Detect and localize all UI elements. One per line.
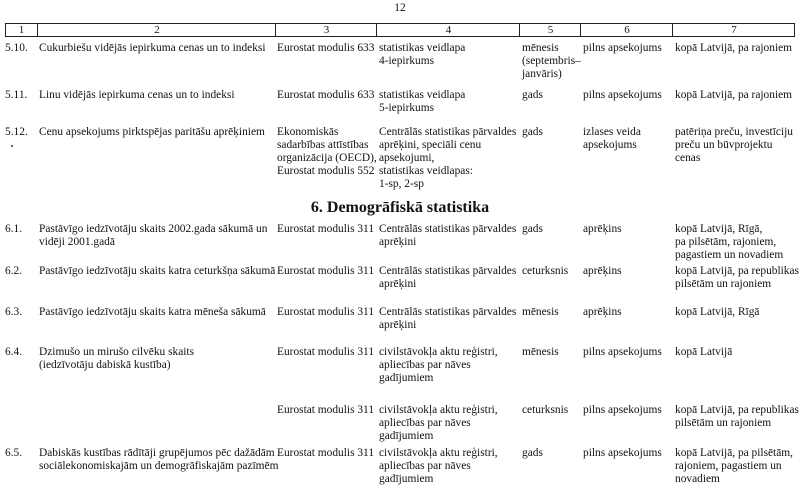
- breakdown-line: novadiem: [675, 473, 720, 485]
- row-number: 6.1.: [5, 223, 23, 235]
- indicator-name-line: vidēji 2001.gadā: [39, 236, 115, 248]
- methodology-source: [277, 306, 374, 319]
- header-cell-2: 2: [37, 24, 276, 36]
- data-source: [379, 265, 516, 291]
- periodicity-line: gads: [522, 447, 543, 459]
- survey-type: [583, 223, 622, 236]
- periodicity-line: gads: [522, 89, 543, 101]
- periodicity-line: mēnesis: [522, 306, 559, 318]
- row-number: 6.5.: [5, 447, 23, 459]
- methodology-source-line: Eurostat modulis 552: [277, 165, 375, 177]
- row-number: 6.4.: [5, 346, 23, 358]
- indicator-name-line: Pastāvīgo iedzīvotāju skaits katra mēneša sākumā: [39, 306, 266, 318]
- methodology-source: [277, 346, 374, 359]
- data-source-line: aprēķini, speciāli cenu: [379, 139, 482, 151]
- data-source-line: statistikas veidlapa: [379, 42, 466, 54]
- breakdown-line: kopā Latvijā, pa pilsētām,: [675, 447, 793, 459]
- periodicity-line: ceturksnis: [522, 404, 569, 416]
- data-source-line: 4-iepirkums: [379, 55, 435, 67]
- data-source-line: Centrālās statistikas pārvaldes: [379, 306, 517, 318]
- periodicity: [522, 42, 581, 81]
- indicator-name: [39, 306, 266, 319]
- data-source-line: aprēķini: [379, 278, 417, 290]
- data-source-line: 1-sp, 2-sp: [379, 178, 424, 190]
- periodicity: [522, 404, 568, 417]
- breakdown-line: kopā Latvijā, pa rajoniem: [675, 89, 793, 101]
- breakdown-line: kopā Latvijā, Rīgā,: [675, 223, 763, 235]
- data-source: [379, 447, 498, 486]
- row-number: 6.3.: [5, 306, 23, 318]
- survey-type-line: aprēķins: [583, 265, 622, 277]
- survey-type-line: pilns apsekojums: [583, 346, 662, 358]
- breakdown: [675, 223, 783, 262]
- data-source-line: Centrālās statistikas pārvaldes: [379, 223, 517, 235]
- indicator-name-line: Dzimušo un mirušo cilvēku skaits: [39, 346, 195, 358]
- breakdown-line: patēriņa preču, investīciju: [675, 126, 793, 138]
- methodology-source-line: Eurostat modulis 311: [277, 404, 375, 416]
- data-source: [379, 42, 465, 68]
- indicator-name-line: sociālekonomiskajām un demogrāfiskajām pazīmēm: [39, 460, 279, 472]
- methodology-source-line: Eurostat modulis 633: [277, 89, 375, 101]
- survey-type: [583, 306, 622, 319]
- methodology-source-line: Eurostat modulis 311: [277, 265, 375, 277]
- survey-type-line: apsekojums: [583, 139, 637, 151]
- indicator-name: [39, 265, 275, 278]
- header-cell-7: 7: [672, 24, 795, 36]
- breakdown: [675, 126, 793, 165]
- breakdown-line: kopā Latvijā, pa rajoniem: [675, 42, 793, 54]
- methodology-source-line: Eurostat modulis 311: [277, 223, 375, 235]
- survey-type: [583, 126, 641, 152]
- data-source: [379, 346, 498, 385]
- periodicity-line: gads: [522, 223, 543, 235]
- breakdown: [675, 89, 792, 102]
- methodology-source-line: sadarbības attīstības: [277, 139, 369, 151]
- survey-type: [583, 42, 662, 55]
- methodology-source: [277, 447, 374, 460]
- breakdown-line: pa pilsētām, rajoniem,: [675, 236, 777, 248]
- indicator-name: [39, 126, 265, 139]
- periodicity: [522, 306, 559, 319]
- header-cell-6: 6: [580, 24, 673, 36]
- survey-type-line: pilns apsekojums: [583, 42, 662, 54]
- row-number: 5.10.: [5, 42, 28, 54]
- header-cell-3: 3: [275, 24, 377, 36]
- indicator-name-line: Pastāvīgo iedzīvotāju skaits 2002.gada sākumā un: [39, 223, 268, 235]
- indicator-name-line: (iedzīvotāju dabiskā kustība): [39, 359, 171, 371]
- methodology-source: [277, 89, 374, 102]
- table-header-row: [5, 23, 795, 37]
- breakdown-line: kopā Latvijā, Rīgā: [675, 306, 760, 318]
- periodicity-line: gads: [522, 126, 543, 138]
- breakdown-line: kopā Latvijā, pa republikas: [675, 404, 799, 416]
- breakdown-line: kopā Latvijā, pa republikas: [675, 265, 799, 277]
- breakdown: [675, 404, 799, 430]
- methodology-source: [277, 265, 374, 278]
- breakdown-line: cenas: [675, 152, 701, 164]
- breakdown-line: kopā Latvijā: [675, 346, 733, 358]
- data-source-line: gadījumiem: [379, 430, 434, 442]
- periodicity: [522, 89, 543, 102]
- indicator-name-line: Cukurbiešu vidējās iepirkuma cenas un to indeksi: [39, 42, 266, 54]
- breakdown-line: pilsētām un rajoniem: [675, 417, 772, 429]
- survey-type: [583, 404, 662, 417]
- breakdown: [675, 265, 799, 291]
- breakdown-line: pilsētām un rajoniem: [675, 278, 772, 290]
- data-source: [379, 126, 516, 191]
- periodicity-line: (septembris–: [522, 55, 581, 67]
- data-source-line: apliecības par nāves: [379, 460, 471, 472]
- breakdown: [675, 447, 793, 486]
- survey-type-line: pilns apsekojums: [583, 89, 662, 101]
- row-number: 5.12.: [5, 126, 28, 138]
- data-source-line: gadījumiem: [379, 372, 434, 384]
- survey-type: [583, 447, 662, 460]
- periodicity: [522, 346, 559, 359]
- survey-type: [583, 265, 622, 278]
- data-source-line: civilstāvokļa aktu reģistri,: [379, 346, 498, 358]
- header-cell-5: 5: [519, 24, 581, 36]
- indicator-name-line: Pastāvīgo iedzīvotāju skaits katra ceturkšņa sākumā: [39, 265, 276, 277]
- survey-type-line: pilns apsekojums: [583, 447, 662, 459]
- methodology-source-line: Eurostat modulis 311: [277, 346, 375, 358]
- periodicity: [522, 223, 543, 236]
- methodology-source: [277, 126, 377, 178]
- survey-type-line: izlases veida: [583, 126, 641, 138]
- header-cell-4: 4: [376, 24, 520, 36]
- data-source: [379, 223, 516, 249]
- methodology-source: [277, 404, 374, 417]
- periodicity: [522, 265, 568, 278]
- indicator-name: [39, 447, 278, 473]
- data-source: [379, 89, 465, 115]
- data-source-line: 5-iepirkums: [379, 102, 435, 114]
- periodicity-line: ceturksnis: [522, 265, 569, 277]
- breakdown-line: preču un būvprojektu: [675, 139, 773, 151]
- section-heading: 6. Demogrāfiskā statistika: [310, 199, 490, 216]
- indicator-name: [39, 89, 235, 102]
- indicator-name-line: Linu vidējās iepirkuma cenas un to indeksi: [39, 89, 235, 101]
- data-source-line: Centrālās statistikas pārvaldes: [379, 265, 517, 277]
- row-number: 5.11.: [5, 89, 28, 101]
- methodology-source: [277, 42, 374, 55]
- header-cell-1: 1: [18, 24, 25, 36]
- methodology-source-line: Eurostat modulis 633: [277, 42, 375, 54]
- data-source-line: civilstāvokļa aktu reģistri,: [379, 447, 498, 459]
- indicator-name-line: Dabiskās kustības rādītāji grupējumos pēc dažādām: [39, 447, 275, 459]
- methodology-source-line: Ekonomiskās: [277, 126, 339, 138]
- indicator-name: [39, 223, 267, 249]
- periodicity-line: mēnesis: [522, 346, 559, 358]
- survey-type-line: pilns apsekojums: [583, 404, 662, 416]
- methodology-source-line: organizācija (OECD),: [277, 152, 377, 164]
- data-source-line: aprēķini: [379, 236, 417, 248]
- data-source: [379, 404, 498, 443]
- survey-type: [583, 346, 662, 359]
- data-source-line: gadījumiem: [379, 473, 434, 485]
- data-source: [379, 306, 516, 332]
- data-source-line: statistikas veidlapas:: [379, 165, 473, 177]
- survey-type: [583, 89, 662, 102]
- data-source-line: apsekojumi,: [379, 152, 435, 164]
- methodology-source-line: Eurostat modulis 311: [277, 447, 375, 459]
- breakdown-line: rajoniem, pagastiem un: [675, 460, 782, 472]
- methodology-source: [277, 223, 374, 236]
- survey-type-line: aprēķins: [583, 306, 622, 318]
- page-number: 12: [394, 2, 406, 14]
- indicator-name-line: Cenu apsekojums pirktspējas paritāšu aprēķiniem: [39, 126, 265, 138]
- periodicity-line: mēnesis: [522, 42, 559, 54]
- data-source-line: Centrālās statistikas pārvaldes: [379, 126, 517, 138]
- row-number: 6.2.: [5, 265, 23, 277]
- breakdown: [675, 306, 759, 319]
- breakdown: [675, 42, 792, 55]
- periodicity: [522, 126, 543, 139]
- data-source-line: civilstāvokļa aktu reģistri,: [379, 404, 498, 416]
- survey-type-line: aprēķins: [583, 223, 622, 235]
- breakdown-line: pagastiem un novadiem: [675, 249, 784, 261]
- data-source-line: aprēķini: [379, 319, 417, 331]
- periodicity: [522, 447, 543, 460]
- indicator-name: [39, 42, 266, 55]
- methodology-source-line: Eurostat modulis 311: [277, 306, 375, 318]
- data-source-line: apliecības par nāves: [379, 359, 471, 371]
- scan-speck: [11, 145, 13, 147]
- indicator-name: [39, 346, 194, 372]
- data-source-line: statistikas veidlapa: [379, 89, 466, 101]
- periodicity-line: janvāris): [522, 68, 562, 80]
- breakdown: [675, 346, 732, 359]
- data-source-line: apliecības par nāves: [379, 417, 471, 429]
